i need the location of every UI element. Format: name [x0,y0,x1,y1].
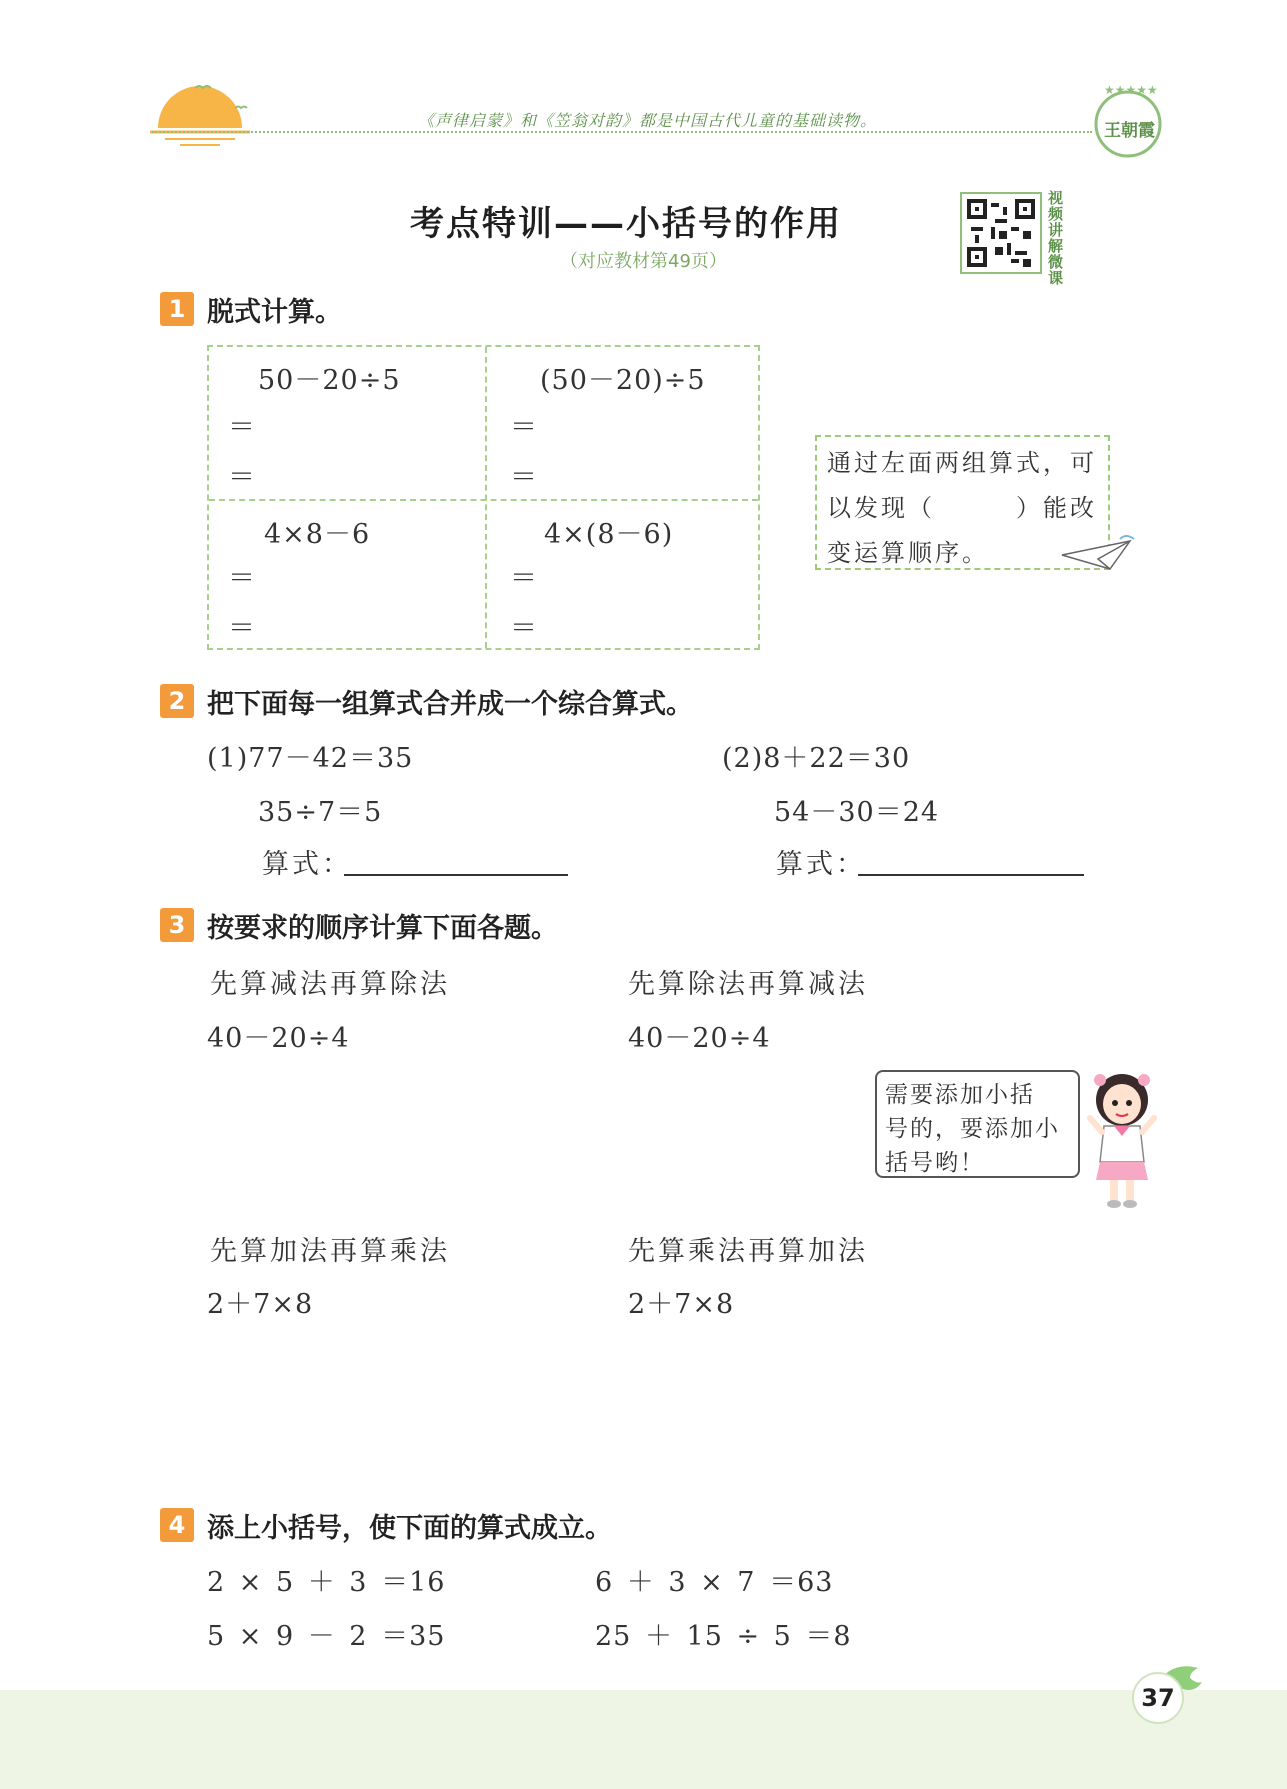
calc-expression: 2＋7×8 [628,1289,735,1320]
equals-line[interactable]: ＝ [228,563,256,594]
page-number: 37 [1132,1672,1184,1724]
question-number-4: 4 [160,1508,194,1542]
equals-line[interactable]: ＝ [510,563,538,594]
equals-line[interactable]: ＝ [228,462,256,493]
calc-expression: 4×(8－6) [544,519,674,550]
tip-line: 以发现（ ）能改 [827,494,1097,522]
footer-band [0,1690,1287,1789]
header-divider [152,131,1092,133]
sunset-icon [150,80,260,150]
instruction-text: 先算加法再算乘法 [210,1236,450,1267]
question-number-3: 3 [160,908,194,942]
equation-to-fix[interactable]: 5 × 9 － 2 ＝35 [207,1621,446,1652]
equation-line: (1)77－42＝35 [207,743,414,774]
answer-blank[interactable] [344,874,568,876]
grid-divider-vertical [485,347,487,648]
logo-text: 王朝霞 [1104,121,1155,141]
question-title-1: 脱式计算。 [207,297,342,328]
calc-expression: 4×8－6 [264,519,371,550]
page-title: 考点特训——小括号的作用 [410,204,842,244]
qr-code-icon [967,199,1035,267]
speech-line: 括号哟！ [885,1150,985,1176]
equation-line: 35÷7＝5 [258,797,383,828]
svg-text:★★★★★: ★★★★★ [1104,83,1158,97]
paper-plane-icon [1060,535,1140,575]
video-lesson-label: 视频讲解微课 [1048,189,1064,287]
page-subtitle: （对应教材第49页） [560,251,727,272]
equals-line[interactable]: ＝ [510,613,538,644]
instruction-text: 先算减法再算除法 [210,969,450,1000]
answer-label: 算式： [262,849,352,880]
equation-to-fix[interactable]: 6 ＋ 3 × 7 ＝63 [595,1567,834,1598]
girl-character-icon [1082,1070,1162,1210]
tip-line: 变运算顺序。 [827,539,989,567]
question-title-4: 添上小括号，使下面的算式成立。 [207,1513,612,1544]
qr-code[interactable] [960,192,1042,274]
speech-line: 号的，要添加小 [885,1116,1060,1142]
brand-logo [1092,82,1164,162]
calc-expression: (50－20)÷5 [540,365,706,396]
instruction-text: 先算除法再算减法 [628,969,868,1000]
calc-expression: 40－20÷4 [628,1023,771,1054]
equals-line[interactable]: ＝ [228,613,256,644]
answer-label: 算式： [776,849,866,880]
question-number-2: 2 [160,684,194,718]
equals-line[interactable]: ＝ [228,412,256,443]
equals-line[interactable]: ＝ [510,462,538,493]
tip-line: 通过左面两组算式，可 [827,449,1097,477]
equation-line: 54－30＝24 [774,797,940,828]
instruction-text: 先算乘法再算加法 [628,1236,868,1267]
answer-blank[interactable] [858,874,1084,876]
speech-bubble [875,1070,1080,1178]
equals-line[interactable]: ＝ [510,412,538,443]
equation-line: (2)8＋22＝30 [722,743,911,774]
calc-expression: 40－20÷4 [207,1023,350,1054]
header-tagline: 《声律启蒙》和《笠翁对韵》都是中国古代儿童的基础读物。 [418,111,878,130]
question-number-1: 1 [160,292,194,326]
calc-expression: 50－20÷5 [258,365,401,396]
equation-to-fix[interactable]: 2 × 5 ＋ 3 ＝16 [207,1567,446,1598]
question-title-3: 按要求的顺序计算下面各题。 [207,913,558,944]
equation-to-fix[interactable]: 25 ＋ 15 ÷ 5 ＝8 [595,1621,852,1652]
question-title-2: 把下面每一组算式合并成一个综合算式。 [207,689,693,720]
speech-line: 需要添加小括 [885,1082,1035,1108]
calc-expression: 2＋7×8 [207,1289,314,1320]
grid-divider-horizontal [209,499,758,501]
